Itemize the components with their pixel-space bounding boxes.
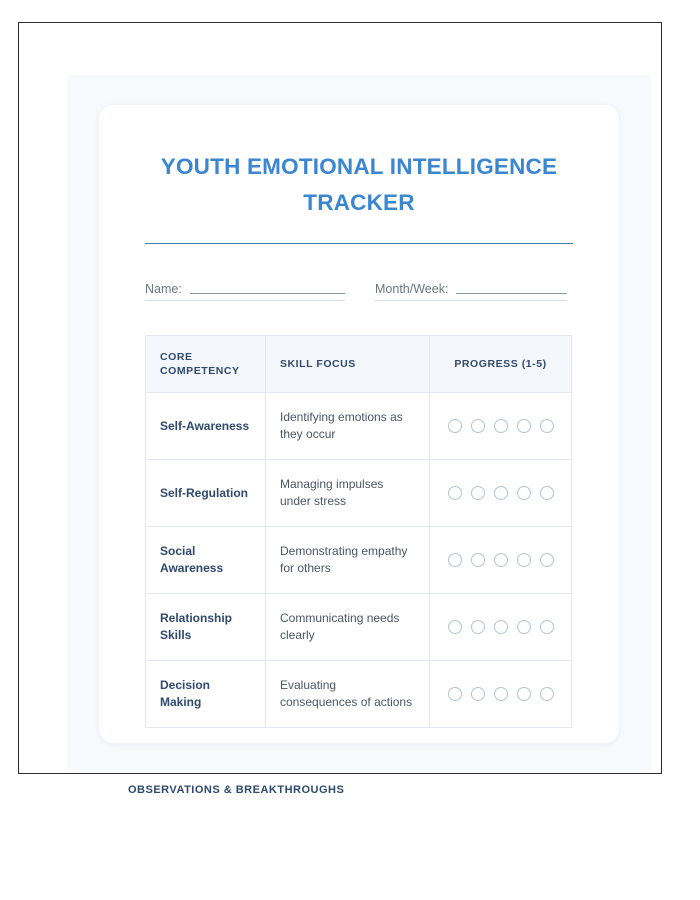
- progress-circle-4[interactable]: [517, 419, 531, 433]
- document-frame: [18, 22, 662, 774]
- progress-circle-5[interactable]: [540, 620, 554, 634]
- progress-circle-3[interactable]: [494, 419, 508, 433]
- page-title: [145, 149, 573, 221]
- column-header-competency: [146, 336, 266, 393]
- table-row: [146, 460, 572, 527]
- cell-competency: Relationship Skills: [146, 594, 266, 661]
- progress-circle-5[interactable]: [540, 687, 554, 701]
- progress-circle-5[interactable]: [540, 419, 554, 433]
- table-row: [146, 527, 572, 594]
- tracker-card: [99, 105, 619, 743]
- progress-circle-1[interactable]: [448, 620, 462, 634]
- page-title-line-2: TRACKER: [303, 190, 415, 215]
- progress-circle-4[interactable]: [517, 553, 531, 567]
- name-field[interactable]: [145, 282, 345, 301]
- progress-scale: [440, 553, 561, 567]
- progress-circle-4[interactable]: [517, 687, 531, 701]
- form-fields: [145, 282, 573, 301]
- progress-scale: [440, 419, 561, 433]
- cell-competency: Self-Awareness: [146, 393, 266, 460]
- progress-circle-1[interactable]: [448, 419, 462, 433]
- table-row: [146, 661, 572, 728]
- column-header-skill-focus: SKILL FOCUS: [266, 336, 430, 393]
- progress-circle-2[interactable]: [471, 687, 485, 701]
- progress-circle-3[interactable]: [494, 620, 508, 634]
- column-header-competency-line-1: CORE: [160, 351, 193, 363]
- name-field-label: Name:: [145, 282, 182, 296]
- progress-circle-2[interactable]: [471, 553, 485, 567]
- progress-circle-1[interactable]: [448, 687, 462, 701]
- table-body: [146, 393, 572, 728]
- cell-progress: [430, 661, 572, 728]
- progress-scale: [440, 486, 561, 500]
- progress-circle-3[interactable]: [494, 486, 508, 500]
- cell-progress: [430, 460, 572, 527]
- cell-skill-focus: Communicating needs clearly: [266, 594, 430, 661]
- month-week-field-label: Month/Week:: [375, 282, 449, 296]
- progress-circle-5[interactable]: [540, 553, 554, 567]
- progress-circle-1[interactable]: [448, 486, 462, 500]
- cell-competency: Social Awareness: [146, 527, 266, 594]
- cell-skill-focus: Managing impulses under stress: [266, 460, 430, 527]
- table-row: [146, 594, 572, 661]
- progress-circle-5[interactable]: [540, 486, 554, 500]
- progress-scale: [440, 687, 561, 701]
- progress-circle-1[interactable]: [448, 553, 462, 567]
- cell-skill-focus: Demonstrating empathy for others: [266, 527, 430, 594]
- month-week-field-blank[interactable]: [456, 292, 567, 294]
- table-row: [146, 393, 572, 460]
- progress-circle-4[interactable]: [517, 486, 531, 500]
- cell-progress: [430, 527, 572, 594]
- progress-scale: [440, 620, 561, 634]
- month-week-field[interactable]: [375, 282, 567, 301]
- cell-progress: [430, 594, 572, 661]
- competency-table: [145, 335, 572, 728]
- cell-skill-focus: Identifying emotions as they occur: [266, 393, 430, 460]
- name-field-blank[interactable]: [190, 292, 345, 294]
- cell-progress: [430, 393, 572, 460]
- progress-circle-3[interactable]: [494, 553, 508, 567]
- progress-circle-3[interactable]: [494, 687, 508, 701]
- observations-heading: OBSERVATIONS & BREAKTHROUGHS: [128, 784, 345, 796]
- progress-circle-2[interactable]: [471, 486, 485, 500]
- cell-competency: Self-Regulation: [146, 460, 266, 527]
- column-header-progress: PROGRESS (1-5): [430, 336, 572, 393]
- progress-circle-2[interactable]: [471, 419, 485, 433]
- table-header-row: [146, 336, 572, 393]
- cell-competency: Decision Making: [146, 661, 266, 728]
- page-title-line-1: YOUTH EMOTIONAL INTELLIGENCE: [160, 154, 558, 179]
- column-header-competency-line-2: COMPETENCY: [160, 365, 240, 377]
- progress-circle-4[interactable]: [517, 620, 531, 634]
- title-divider: [145, 243, 573, 244]
- cell-skill-focus: Evaluating consequences of actions: [266, 661, 430, 728]
- progress-circle-2[interactable]: [471, 620, 485, 634]
